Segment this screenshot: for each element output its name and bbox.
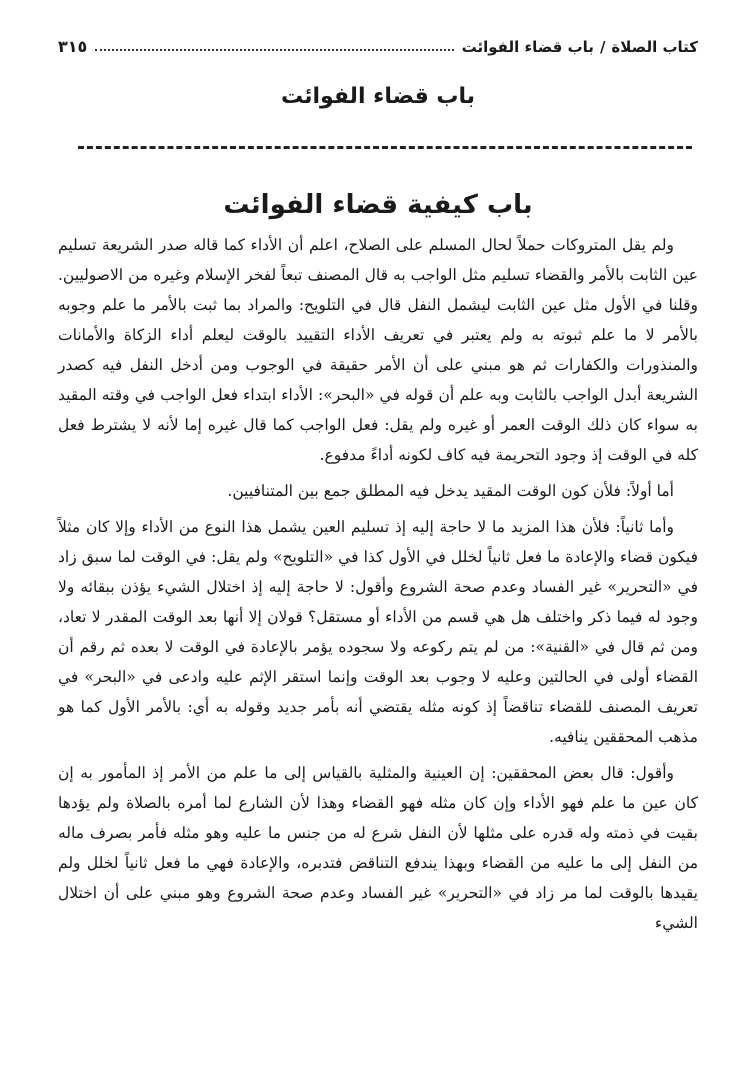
book-page: [58, 0, 698, 1089]
running-header: [58, 30, 698, 56]
paragraph-1: ولم يقل المتروكات حملاً لحال المسلم على الصلاح، اعلم أن الأداء كما قاله صدر الشريعة تسليم عين الثابت بالأمر والقضاء تسليم مثل الواجب به قال المصنف تبعاً لفخر الإسلام وغيره من الاصوليين. وقلنا في الأول مثل عين الثابت ليشمل النفل قال في التلويح: والمراد بما ثبت بالأمر ما علم وجوبه بالأمر لا ما علم ثبوته به ولم يعتبر في تعريف الأداء التقييد بالوقت ليعلم أداء الزكاة والأمانات والمنذورات والكفارات ثم هو مبني على أن الأمر حقيقة في الوجوب ومن أدخل النفل فيه كصدر الشريعة أبدل الواجب بالثابت وبه علم أن قوله في «البحر»: الأداء ابتداء فعل الواجب في وقته المقيد به سواء كان ذلك الوقت العمر أو غيره ولم يقل: فعل الواجب كما قال غيره إما لأنه لا يشترط فعل كله في الوقت إذ وجود التحريمة فيه كاف لكونه أداءً مدفوع.: [58, 236, 698, 464]
header-dotted-leader: [95, 49, 453, 51]
page-number: ٣١٥: [58, 37, 88, 56]
paragraph-4: وأقول: قال بعض المحققين: إن العينية والمثلية بالقياس إلى ما علم من الأمر إذ المأمور به إن كان عين ما علم فهو الأداء وإن كان مثله فهو القضاء وهذا لأن الشارع لما أمره بالصلاة ولم يؤدها بقيت في ذمته وله قدره على مثلها لأن النفل شرع له من جنس ما عليه وهو مثله فأمر بصرف ماله من النفل إلى ما عليه من القضاء وبهذا يندفع التناقض فتدبره، والإعادة فهي ما فعل ثانياً لخلل ولم يقيدها بالوقت لما مر زاد في «التحرير» غير الفساد وعدم صحة الشروع وهو مبني على أن اختلال الشيء: [58, 764, 698, 932]
paragraph-3: وأما ثانياً: فلأن هذا المزيد ما لا حاجة إليه إذ تسليم العين يشمل هذا النوع من الأداء وإلا كان مثلاً فيكون قضاء والإعادة ما فعل ثانياً لخلل في الأول كذا في «التلويح» ولم يقل: في الوقت لما سبق زاد في «التحرير» غير الفساد وعدم صحة الشروع وأقول: لا حاجة إليه إذ اختلال الشيء يؤذن ببقائه ولا وجود له فيما ذكر واختلف هل هي قسم من الأداء أو مستقل؟ قولان إلا أنها بعد الوقت المقدر لا تعاد، ومن ثم قال في «القنية»: من لم يتم ركوعه ولا سجوده يؤمر بالإعادة في الوقت لا بعده ثم رقم أن القضاء أولى في الحالتين وعليه لا وجوب بعد الوقت وإنما استقر الإثم عليه وادعى في «البحر» في تعريف المصنف للقضاء تناقضاً إذ كونه مثله يقتضي أنه بأمر جديد وقوله به أي: بالأمر الأول كما هو مذهب المحققين ينافيه.: [58, 518, 698, 746]
header-separator: /: [599, 38, 606, 56]
header-section: باب قضاء الفوائت: [461, 38, 594, 56]
body-text: [58, 230, 698, 938]
paragraph-2: أما أولاً: فلأن كون الوقت المقيد يدخل فيه المطلق جمع بين المتنافيين.: [227, 482, 674, 500]
running-header-title: [462, 38, 698, 56]
chapter-title: باب قضاء الفوائت: [280, 84, 476, 109]
section-title: باب كيفية قضاء الفوائت: [223, 190, 533, 220]
book-title: كتاب الصلاة: [611, 38, 698, 56]
dashed-divider: [78, 146, 692, 149]
